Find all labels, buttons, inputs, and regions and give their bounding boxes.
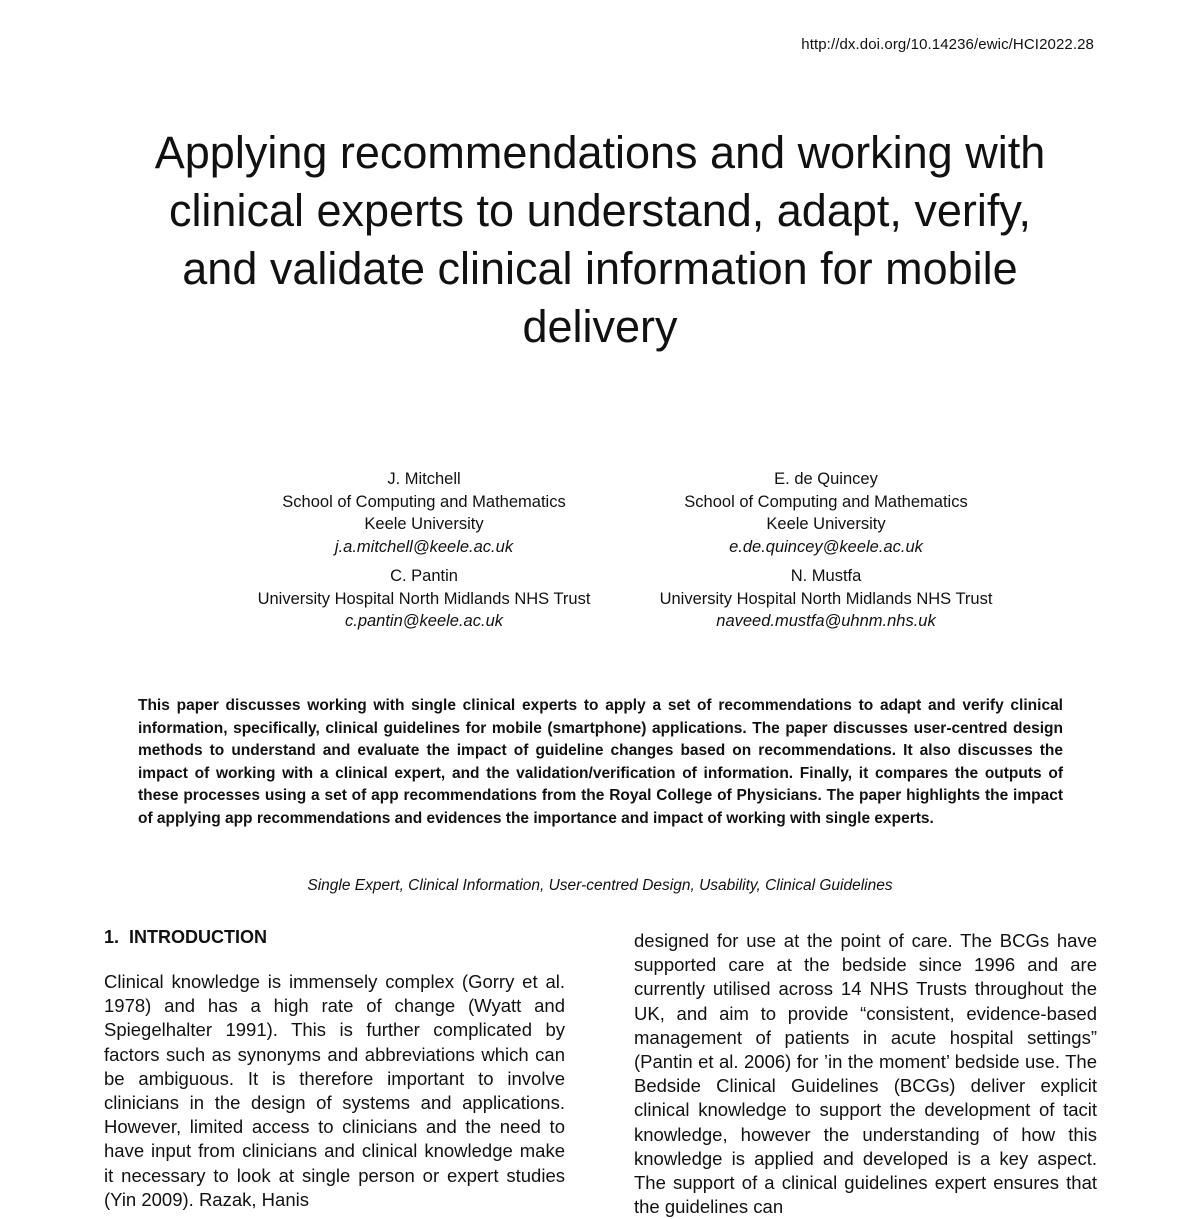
author-name: J. Mitchell [387, 470, 461, 488]
author-name: N. Mustfa [790, 567, 862, 585]
title-line: clinical experts to understand, adapt, verify, [168, 185, 1032, 236]
author-email[interactable]: naveed.mustfa@uhnm.nhs.uk [716, 612, 936, 630]
author-name: C. Pantin [390, 567, 458, 585]
author-email[interactable]: e.de.quincey@keele.ac.uk [729, 537, 923, 556]
author-affiliation: School of Computing and Mathematics [684, 492, 968, 511]
body-column-left: Clinical knowledge is immensely complex (Gorry et al. 1978) and has a high rate of change (Wyatt and Spiegelhalter 1991). This is further complicated by factors such as synonyms and abbreviations which can be ambiguous. It is therefore important to involve clinicians in the design of systems and applications. However, limited access to clinicians and the need to have input from clinicians and clinical knowledge make it necessary to look at single person or expert studies (Yin 2009). Razak, Hanis [104, 971, 565, 1210]
section-number: 1. [104, 927, 120, 947]
author-email[interactable]: c.pantin@keele.ac.uk [344, 612, 503, 630]
title-line: delivery [522, 301, 678, 352]
section-title: INTRODUCTION [129, 927, 268, 947]
author-institution: Keele University [766, 515, 886, 533]
author-affiliation: University Hospital North Midlands NHS Trust [257, 589, 591, 608]
author-affiliation: University Hospital North Midlands NHS Trust [659, 589, 993, 608]
section-heading [104, 927, 267, 948]
author-institution: Keele University [364, 515, 484, 533]
title-line: Applying recommendations and working with [154, 127, 1046, 178]
author-mustfa [562, 565, 1090, 633]
body-column-right: designed for use at the point of care. The BCGs have supported care at the bedside since 1996 and are currently utilised across 14 NHS Trusts throughout the UK, and aim to provide “consistent, evidence-based management of patients in acute hospital settings” (Pantin et al. 2006) for ’in the moment’ bedside use. The Bedside Clinical Guidelines (BCGs) deliver explicit clinical knowledge to support the development of tacit knowledge, however the understanding of how this knowledge is applied and developed is a key aspect. The support of a clinical guidelines expert ensures that the guidelines can [634, 930, 1097, 1218]
author-name: E. de Quincey [774, 470, 878, 488]
title-line: and validate clinical information for mobile [182, 243, 1018, 294]
abstract: This paper discusses working with single clinical experts to apply a set of recommendations to adapt and verify clinical information, specifically, clinical guidelines for mobile (smartphone) applications. The paper discusses user-centred design methods to understand and evaluate the impact of guideline changes based on recommendations. It also discusses the impact of working with a clinical expert, and the validation/verification of information. Finally, it compares the outputs of these processes using a set of app recommendations from the Royal College of Physicians. The paper highlights the impact of applying app recommendations and evidences the importance and impact of working with single experts. [138, 697, 1063, 827]
paper-title [90, 124, 1110, 356]
keywords: Single Expert, Clinical Information, User-centred Design, Usability, Clinical Guidelines [307, 877, 893, 894]
author-affiliation: School of Computing and Mathematics [282, 492, 566, 511]
doi-link[interactable]: http://dx.doi.org/10.14236/ewic/HCI2022.28 [801, 36, 1094, 53]
author-de-quincey [562, 468, 1090, 558]
author-email[interactable]: j.a.mitchell@keele.ac.uk [334, 537, 514, 556]
